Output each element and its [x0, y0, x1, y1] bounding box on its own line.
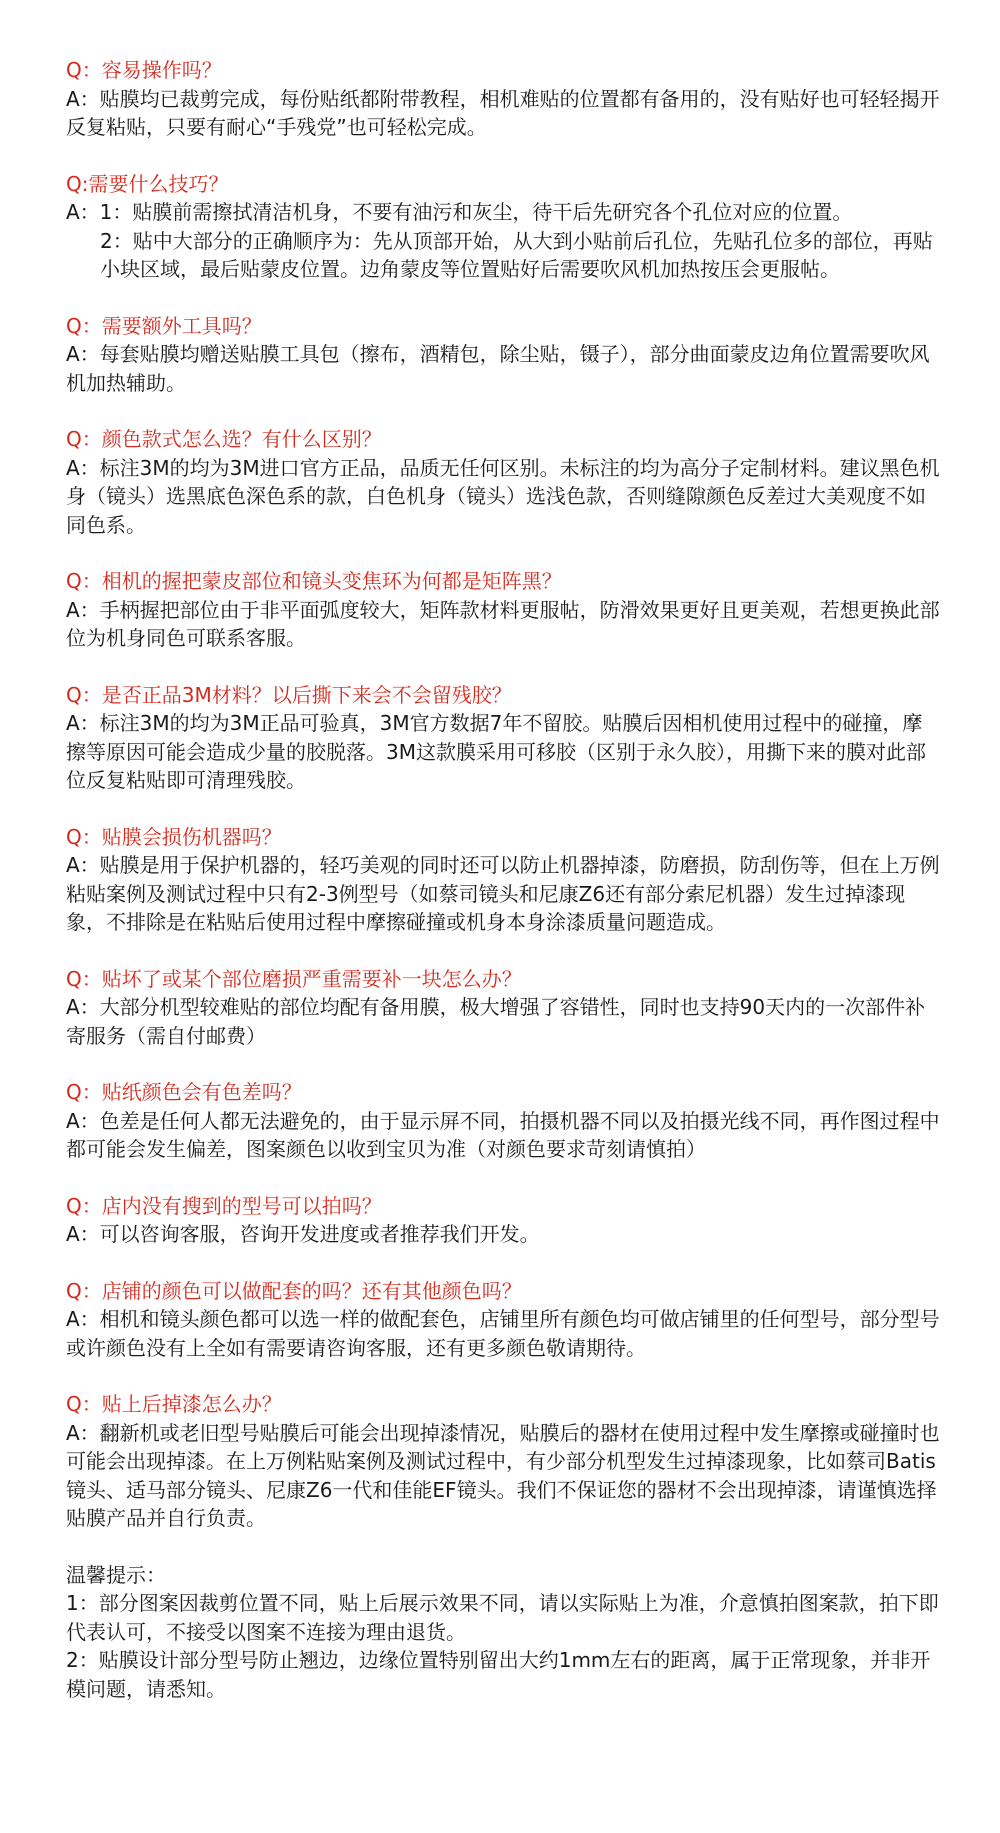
warm-tips-section	[66, 1561, 940, 1704]
question-text: Q：贴上后掉漆怎么办？	[66, 1392, 282, 1416]
answer-line: A：色差是任何人都无法避免的，由于显示屏不同，拍摄机器不同以及拍摄光线不同，再作图过程中都可能会发生偏差，图案颜色以收到宝贝为准（对颜色要求苛刻请慎拍）	[66, 1108, 940, 1161]
answer-line: A：贴膜均已裁剪完成，每份贴纸都附带教程，相机难贴的位置都有备用的，没有贴好也可轻轻揭开反复粘贴，只要有耐心“手残党”也可轻松完成。	[66, 86, 940, 139]
tips-item: 1：部分图案因裁剪位置不同，贴上后展示效果不同，请以实际贴上为准，介意慎拍图案款，拍下即代表认可，不接受以图案不连接为理由退货。	[66, 1591, 939, 1644]
question-text: Q：贴坏了或某个部位磨损严重需要补一块怎么办？	[66, 966, 522, 991]
answer-line: A：手柄握把部位由于非平面弧度较大，矩阵款材料更服帖，防滑效果更好且更美观，若想更换此部位为机身同色可联系客服。	[66, 597, 940, 650]
answer-line: A：1：贴膜前需擦拭清洁机身，不要有油污和灰尘，待干后先研究各个孔位对应的位置。	[66, 200, 853, 224]
question-text: Q：颜色款式怎么选？有什么区别？	[66, 427, 382, 451]
answer-text	[66, 851, 940, 937]
faq-item-paint-peeling	[66, 1390, 940, 1533]
faq-item-unlisted-model	[66, 1192, 940, 1249]
faq-item-replacement	[66, 965, 940, 1051]
answer-text	[66, 709, 940, 795]
answer-line: 2：贴中大部分的正确顺序为：先从顶部开始，从大到小贴前后孔位，先贴孔位多的部位，再贴小块区域，最后贴蒙皮位置。边角蒙皮等位置贴好后需要吹风机加热按压会更服帖。	[100, 228, 933, 281]
tips-item: 2：贴膜设计部分型号防止翘边，边缘位置特别留出大约1mm左右的距离，属于正常现象，并非开模问题，请悉知。	[66, 1648, 931, 1701]
answer-text	[66, 1419, 940, 1533]
answer-line: A：相机和镜头颜色都可以选一样的做配套色，店铺里所有颜色均可做店铺里的任何型号，部分型号或许颜色没有上全如有需要请咨询客服，还有更多颜色敬请期待。	[66, 1307, 940, 1360]
answer-line: A：标注3M的均为3M正品可验真，3M官方数据7年不留胶。贴膜后因相机使用过程中的碰撞，摩擦等原因可能会造成少量的胶脱落。3M这款膜采用可移胶（区别于永久胶），用撕下来的膜对此部位反复粘贴即可清理残胶。	[66, 711, 926, 792]
question-text: Q：相机的握把蒙皮部位和镜头变焦环为何都是矩阵黑？	[66, 569, 562, 593]
answer-text	[66, 454, 940, 540]
answer-text	[66, 993, 940, 1050]
question-text: Q：店铺的颜色可以做配套的吗？还有其他颜色吗？	[66, 1278, 522, 1303]
question-text: Q:需要什么技巧？	[66, 171, 229, 196]
answer-text	[66, 340, 940, 397]
faq-item-matrix-black	[66, 567, 940, 653]
question-text: Q：贴纸颜色会有色差吗？	[66, 1080, 302, 1104]
answer-line: A：翻新机或老旧型号贴膜后可能会出现掉漆情况，贴膜后的器材在使用过程中发生摩擦或碰撞时也可能会出现掉漆。在上万例粘贴案例及测试过程中，有少部分机型发生过掉漆现象，比如蔡司Batis镜头、适马部分镜头、尼康Z6一代和佳能EF镜头。我们不保证您的器材不会出现掉漆，请谨慎选择贴膜产品并自行负责。	[66, 1420, 940, 1530]
faq-item-color-choice	[66, 425, 940, 539]
answer-text	[66, 1305, 940, 1362]
question-text: Q：容易操作吗？	[66, 58, 222, 82]
answer-text	[66, 85, 940, 142]
faq-item-damage-machine	[66, 823, 940, 937]
faq-item-matching-colors	[66, 1277, 940, 1363]
faq-item-genuine-3m	[66, 681, 940, 795]
question-text: Q：店内没有搜到的型号可以拍吗？	[66, 1193, 382, 1218]
question-text: Q：贴膜会损伤机器吗？	[66, 824, 282, 849]
question-text: Q：需要额外工具吗？	[66, 313, 262, 338]
faq-item-skills	[66, 170, 940, 284]
answer-text	[66, 198, 940, 284]
faq-item-easy-operation	[66, 56, 940, 142]
answer-line: A：每套贴膜均赠送贴膜工具包（擦布，酒精包，除尘贴，镊子），部分曲面蒙皮边角位置需要吹风机加热辅助。	[66, 342, 930, 395]
faq-item-extra-tools	[66, 312, 940, 398]
answer-line: A：大部分机型较难贴的部位均配有备用膜，极大增强了容错性，同时也支持90天内的一次部件补寄服务（需自付邮费）	[66, 995, 926, 1048]
answer-line: A：贴膜是用于保护机器的，轻巧美观的同时还可以防止机器掉漆，防磨损，防刮伤等，但在上万例粘贴案例及测试过程中只有2-3例型号（如蔡司镜头和尼康Z6还有部分索尼机器）发生过掉漆现象，不排除是在粘贴后使用过程中摩擦碰撞或机身本身涂漆质量问题造成。	[66, 853, 940, 934]
question-text: Q：是否正品3M材料？以后撕下来会不会留残胶？	[66, 682, 512, 707]
answer-text	[66, 596, 940, 653]
answer-text	[66, 1220, 940, 1249]
answer-line: A：可以咨询客服，咨询开发进度或者推荐我们开发。	[66, 1222, 540, 1246]
tips-title: 温馨提示：	[66, 1562, 166, 1587]
answer-text	[66, 1107, 940, 1164]
faq-item-color-difference	[66, 1078, 940, 1164]
answer-line: A：标注3M的均为3M进口官方正品，品质无任何区别。未标注的均为高分子定制材料。建议黑色机身（镜头）选黑底色深色系的款，白色机身（镜头）选浅色款，否则缝隙颜色反差过大美观度不如同色系。	[66, 455, 940, 537]
